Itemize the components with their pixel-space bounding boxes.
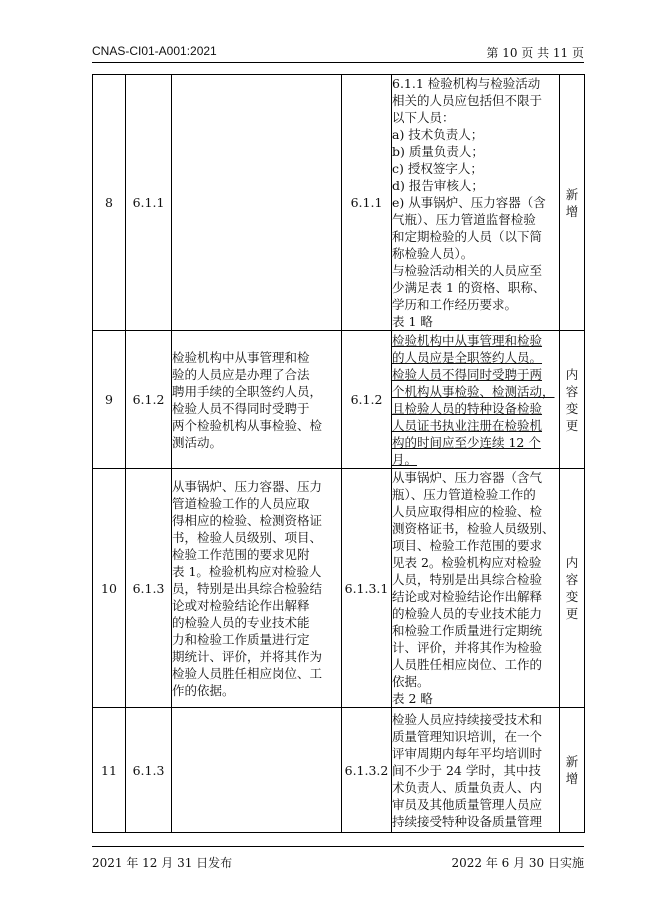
text-line: 管道检验工作的人员应取: [172, 495, 310, 511]
row-number: 10: [93, 469, 126, 708]
text-line: 期统计、评价，并将其作为: [172, 648, 323, 664]
header-rule: [92, 62, 584, 63]
text-line: 少满足表 1 的资格、职称、: [392, 280, 546, 295]
old-text: [172, 331, 342, 469]
old-text: [172, 469, 342, 708]
text-line: 论或对检验结论作出解释: [172, 597, 310, 613]
text-line: 检验人员不得同时受聘于: [172, 400, 310, 416]
text-line: 检验人员胜任相应岗位、工: [172, 665, 323, 681]
footer-rule: [92, 846, 584, 847]
text-line: d) 报告审核人；: [392, 178, 484, 193]
text-line: 人员，特别是出具综合检验: [392, 572, 543, 587]
text-line: 作的依据。: [172, 682, 235, 698]
text-line: 间不少于 24 学时，其中技: [392, 762, 541, 778]
old-text: [172, 708, 342, 833]
text-line: 人员应取得相应的检验、检: [392, 504, 543, 519]
new-text: [392, 75, 560, 331]
text-line: 表 1。检验机构应对检验人: [172, 563, 322, 579]
change-type: 内容变更: [560, 331, 585, 469]
text-line: c) 授权签字人；: [392, 161, 483, 176]
text-line: 两个检验机构从事检验、检: [172, 417, 323, 433]
text-line: 验的人员应是办理了合法: [172, 366, 310, 382]
text-line: 的检验人员的专业技术能力: [392, 606, 543, 621]
text-line: 构的时间应至少连续 12 个: [392, 434, 541, 450]
table-row: [93, 469, 585, 708]
text-line: 以下人员：: [392, 110, 455, 125]
new-text: [392, 708, 560, 833]
old-clause: 6.1.3: [126, 469, 172, 708]
new-clause: 6.1.3.2: [342, 708, 392, 833]
text-line: 人员胜任相应岗位、工作的: [392, 657, 543, 672]
text-line: 员，特别是出具综合检验结: [172, 580, 323, 596]
text-line: 相关的人员应包括但不限于: [392, 93, 543, 108]
row-number: 8: [93, 75, 126, 331]
effective-date: 2022 年 6 月 30 日实施: [451, 856, 584, 870]
text-line: 书，检验人员级别、项目、: [172, 529, 323, 545]
text-line: 从事锅炉、压力容器、压力: [172, 478, 323, 494]
document-id: CNAS-CI01-A001:2021: [92, 44, 217, 58]
text-line: 审员及其他质量管理人员应: [392, 796, 543, 812]
text-line: 6.1.1 检验机构与检验活动: [392, 76, 541, 91]
table-row: [93, 708, 585, 833]
page-number: 第 10 页 共 11 页: [486, 46, 584, 60]
text-line: 与检验活动相关的人员应至: [392, 263, 543, 278]
text-line: 称检验人员）。: [392, 246, 474, 261]
new-clause: 6.1.3.1: [342, 469, 392, 708]
new-text: [392, 469, 560, 708]
text-line: 人员证书执业注册在检验机: [392, 417, 543, 433]
new-text: [392, 331, 560, 469]
change-type: 新增: [560, 75, 585, 331]
text-line: 瓶）、压力管道检验工作的: [392, 487, 536, 502]
old-text: [172, 75, 342, 331]
text-line: 检验机构中从事管理和检: [172, 349, 310, 365]
comparison-table: [92, 74, 585, 833]
text-line: 检验人员应持续接受技术和: [392, 711, 543, 727]
text-line: 月。: [392, 451, 418, 467]
old-clause: 6.1.3: [126, 708, 172, 833]
text-line: 的检验人员的专业技术能: [172, 614, 310, 630]
issue-date: 2021 年 12 月 31 日发布: [92, 856, 233, 870]
row-number: 9: [93, 331, 126, 469]
text-line: 结论或对检验结论作出解释: [392, 589, 543, 604]
text-line: 学历和工作经历要求。: [392, 297, 518, 312]
text-line: b) 质量负责人；: [392, 144, 484, 159]
text-line: 且检验人员的特种设备检验: [392, 400, 543, 416]
text-line: 表 2 略: [392, 691, 433, 706]
change-type: 内容变更: [560, 469, 585, 708]
change-type: 新增: [560, 708, 585, 833]
text-line: 测资格证书，检验人员级别、: [392, 521, 555, 536]
text-line: 力和检验工作质量进行定: [172, 631, 310, 647]
new-clause: 6.1.1: [342, 75, 392, 331]
text-line: 项目、检验工作范围的要求: [392, 538, 543, 553]
text-line: 检验工作范围的要求见附: [172, 546, 310, 562]
table-row: [93, 75, 585, 331]
text-line: a) 技术负责人；: [392, 127, 484, 142]
new-clause: 6.1.2: [342, 331, 392, 469]
text-line: 得相应的检验、检测资格证: [172, 512, 323, 528]
text-line: 从事锅炉、压力容器（含气: [392, 470, 543, 485]
text-line: 见表 2。检验机构应对检验: [392, 555, 542, 570]
text-line: 计、评价，并将其作为检验: [392, 640, 543, 655]
row-number: 11: [93, 708, 126, 833]
old-clause: 6.1.1: [126, 75, 172, 331]
text-line: 聘用手续的全职签约人员，: [172, 383, 323, 399]
text-line: 表 1 略: [392, 314, 433, 329]
text-line: 检验人员不得同时受聘于两: [392, 366, 543, 382]
text-line: 个机构从事检验、检测活动，: [392, 383, 555, 399]
text-line: 气瓶）、压力管道监督检验: [392, 212, 536, 227]
text-line: e) 从事锅炉、压力容器（含: [392, 195, 546, 210]
text-line: 评审周期内每年平均培训时: [392, 745, 543, 761]
table-row: [93, 331, 585, 469]
text-line: 检验机构中从事管理和检验: [392, 332, 543, 348]
text-line: 质量管理知识培训，在一个: [392, 728, 543, 744]
text-line: 术负责人、质量负责人、内: [392, 779, 543, 795]
text-line: 依据。: [392, 674, 430, 689]
old-clause: 6.1.2: [126, 331, 172, 469]
text-line: 测活动。: [172, 434, 223, 450]
text-line: 的人员应是全职签约人员。: [392, 349, 543, 365]
text-line: 和定期检验的人员（以下简: [392, 229, 543, 244]
text-line: 和检验工作质量进行定期统: [392, 623, 543, 638]
text-line: 持续接受特种设备质量管理: [392, 813, 543, 829]
